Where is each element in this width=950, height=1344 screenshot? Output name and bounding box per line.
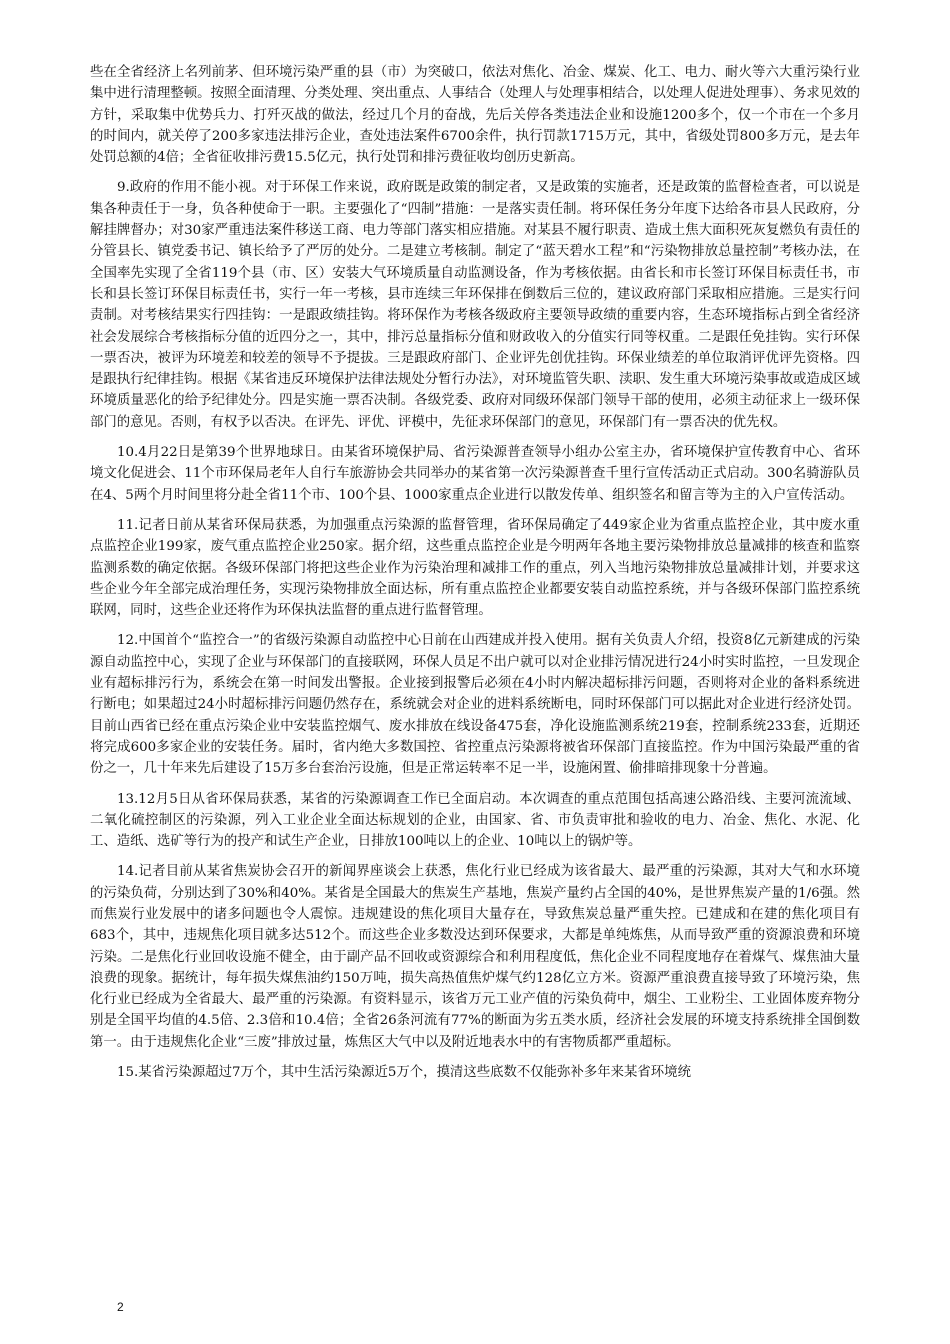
paragraph-11: 11.记者日前从某省环保局获悉，为加强重点污染源的监督管理，省环保局确定了449家企业为省重点监控企业，其中废水重点监控企业199家，废气重点监控企业250家。据介绍，这些重点监控企业是今明两年各地主要污染物排放总量减排的核查和监察监测系数的确定依据。各级环保部门将把这些企业作为污染治理和减排工作的重点，列入当地污染物排放总量减排计划，并要求这些企业今年全部完成治理任务，实现污染物排放全面达标，所有重点监控企业都要安装自动监控系统，并与各级环保部门监控系统联网，同时，这些企业还将作为环保执法监督的重点进行监督管理。 <box>90 517 860 619</box>
paragraph-continuation: 些在全省经济上名列前茅、但环境污染严重的县（市）为突破口，依法对焦化、冶金、煤炭、化工、电力、耐火等六大重污染行业集中进行清理整顿。按照全面清理、分类处理、突出重点、人事结合（处理人与处理事相结合，以处理人促进处理事）、务求见效的方针，采取集中优势兵力、打歼灭战的做法，经过几个月的奋战，先后关停各类违法企业和设施1200多个，仅一个市在一个多月的时间内，就关停了200多家违法排污企业，查处违法案件6700余件，执行罚款1715万元，其中，省级处罚800多万元，是去年处罚总额的4倍；全省征收排污费15.5亿元，执行处罚和排污费征收均创历史新高。 <box>90 65 860 166</box>
paragraph-9: 9.政府的作用不能小视。对于环保工作来说，政府既是政策的制定者，又是政策的实施者，还是政策的监督检查者，可以说是集各种责任于一身，负各种使命于一职。主要强化了“四制”措施：一是落实责任制。将环保任务分年度下达给各市县人民政府，分解挂牌督办；对30家严重违法案件移送工商、电力等部门落实相应措施。对某县不履行职责、造成土焦大面积死灰复燃负有责任的分管县长、镇党委书记、镇长给予了严厉的处分。二是建立考核制。制定了“蓝天碧水工程”和“污染物排放总量控制”考核办法，在全国率先实现了全省119个县（市、区）安装大气环境质量自动监测设备，作为考核依据。由省长和市长签订环保目标责任书，市长和县长签订环保目标责任书，实行一年一考核，县市连续三年环保排在倒数后三位的，建议政府部门采取相应措施。三是实行问责制。对考核结果实行四挂钩：一是跟政绩挂钩。将环保作为考核各级政府主要领导政绩的重要内容，生态环境指标占到全省经济社会发展综合考核指标分值的近四分之一，其中，排污总量指标分值和财政收入的分值实行同等权重。二是跟任免挂钩。实行环保一票否决，被评为环境差和较差的领导不予提拔。三是跟政府部门、企业评先创优挂钩。环保业绩差的单位取消评优评先资格。四是跟执行纪律挂钩。根据《某省违反环境保护法律法规处分暂行办法》，对环境监管失职、渎职、发生重大环境污染事故或造成区域环境质量恶化的给予纪律处分。四是实施一票否决制。各级党委、政府对同级环保部门领导干部的使用，必须主动征求上一级环保部门的意见。否则，有权予以否决。在评先、评优、评模中，先征求环保部门的意见，环保部门有一票否决的优先权。 <box>90 180 860 430</box>
paragraph-15: 15.某省污染源超过7万个，其中生活污染源近5万个，摸清这些底数不仅能弥补多年来某省环境统 <box>117 1065 691 1081</box>
document-body <box>90 62 860 1092</box>
paragraph-10: 10.4月22日是第39个世界地球日。由某省环境保护局、省污染源普查领导小组办公室主办，省环境保护宣传教育中心、省环境文化促进会、11个市环保局老年人自行车旅游协会共同举办的某省第一次污染源普查千里行宣传活动正式启动。300名骑游队员在4、5两个月时间里将分赴全省11个市、100个县、1000家重点企业进行以散发传单、组织签名和留言等为主的入户宣传活动。 <box>90 445 860 503</box>
paragraph-12: 12.中国首个“监控合一”的省级污染源自动监控中心日前在山西建成并投入使用。据有关负责人介绍，投资8亿元新建成的污染源自动监控中心，实现了企业与环保部门的直接联网，环保人员足不出户就可以对企业排污情况进行24小时实时监控，一旦发现企业有超标排污行为，系统会在第一时间发出警报。企业接到报警后必须在4小时内解决超标排污问题，否则将对企业的备料系统进行断电；如果超过24小时超标排污问题仍然存在，系统就会对企业的进料系统断电，同时环保部门可以据此对企业进行经济处罚。目前山西省已经在重点污染企业中安装监控烟气、废水排放在线设备475套，净化设施监测系统219套，控制系统233套，近期还将完成600多家企业的安装任务。届时，省内绝大多数国控、省控重点污染源将被省环保部门直接监控。作为中国污染最严重的省份之一，几十年来先后建设了15万多台套治污设施，但是正常运转率不足一半，设施闲置、偷排暗排现象十分普遍。 <box>90 633 861 777</box>
page-number: 2 <box>117 1300 124 1314</box>
paragraph-13: 13.12月5日从省环保局获悉，某省的污染源调查工作已全面启动。本次调查的重点范围包括高速公路沿线、主要河流流域、二氧化硫控制区的污染源，列入工业企业全面达标规划的企业，由国家、省、市负责审批和验收的电力、冶金、焦化、水泥、化工、造纸、选矿等行为的投产和试生产企业，日排放100吨以上的企业、10吨以上的锅炉等。 <box>90 791 860 850</box>
paragraph-14: 14.记者目前从某省焦炭协会召开的新闻界座谈会上获悉，焦化行业已经成为该省最大、最严重的污染源，其对大气和水环境的污染负荷，分别达到了30%和40%。某省是全国最大的焦炭生产基地，焦炭产量约占全国的40%，是世界焦炭产量的1/6强。然而焦炭行业发展中的诸多问题也令人震惊。违规建设的焦化项目大量存在，导致焦炭总量严重失控。已建成和在建的焦化项目有683个，其中，违规焦化项目就多达512个。而这些企业多数没达到环保要求，大都是单纯炼焦，从而导致严重的资源浪费和环境污染。二是焦化行业回收设施不健全，由于副产品不回收或资源综合和利用程度低，焦化企业不同程度地存在着煤气、煤焦油大量浪费的现象。据统计，每年损失煤焦油约150万吨，损失高热值焦炉煤气约128亿立方米。资源严重浪费直接导致了环境污染，焦化行业已经成为全省最大、最严重的污染源。有资料显示，该省万元工业产值的污染负荷中，烟尘、工业粉尘、工业固体废弃物分别是全国平均值的4.5倍、2.3倍和10.4倍；全省26条河流有77%的断面为劣五类水质，经济社会发展的环境支持系统排全国倒数第一。由于违规焦化企业“三废”排放过量，炼焦区大气中以及附近地表水中的有害物质都严重超标。 <box>90 864 860 1050</box>
